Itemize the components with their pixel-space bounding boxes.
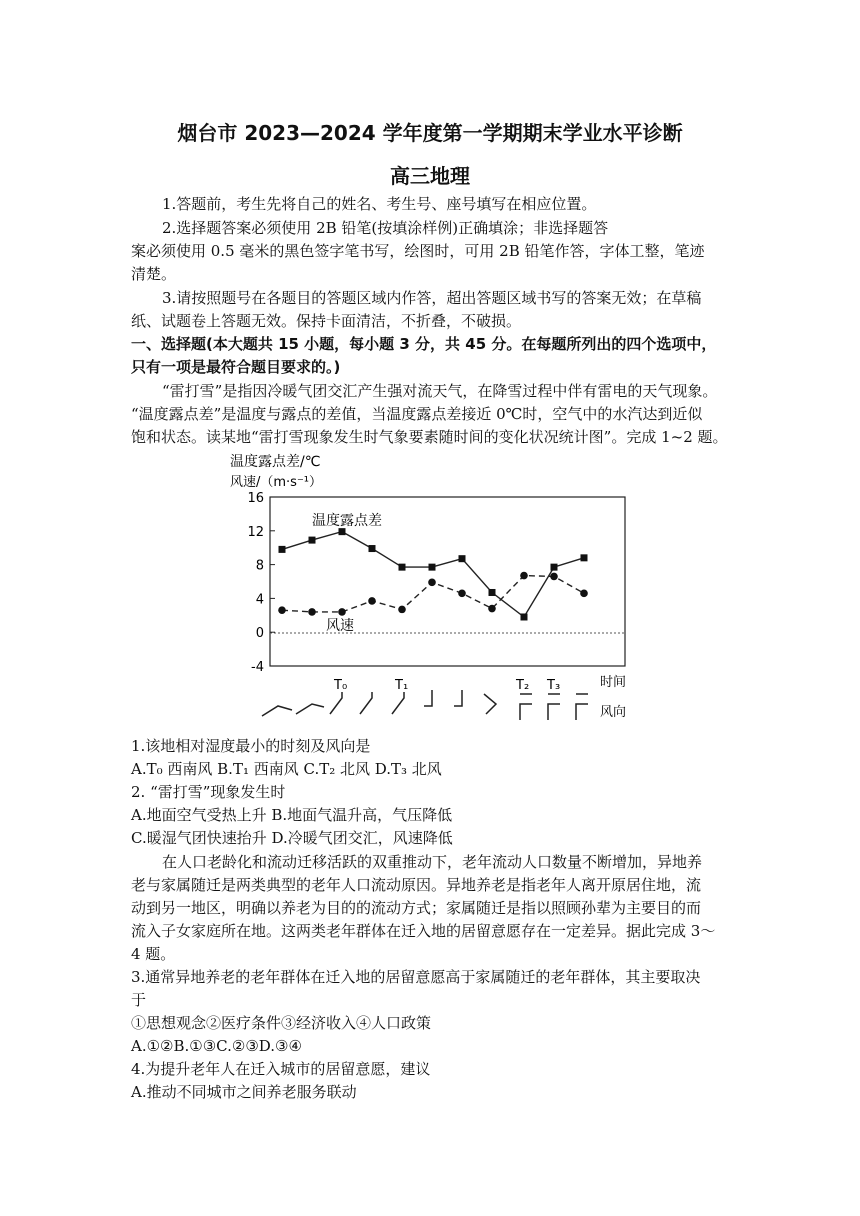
temp-dewpoint-point — [459, 555, 466, 562]
y-axis-label-temp: 温度露点差/℃ — [230, 454, 321, 470]
wind-speed-point — [488, 605, 496, 613]
time-mark-t2: T₂ — [516, 678, 530, 693]
passage-line: 饱和状态。读某地“雷打雪现象发生时气象要素随时间的变化状况统计图”。完成 1~2 题。 — [131, 428, 728, 446]
temp-dewpoint-point — [521, 613, 528, 620]
y-axis-label-wind: 风速/（m·s⁻¹） — [230, 475, 323, 490]
wind-speed-point — [368, 597, 376, 605]
y-tick-label: 12 — [247, 524, 264, 540]
question-2: 2. “雷打雪”现象发生时 — [131, 783, 286, 801]
exam-title: 烟台市 2023—2024 学年度第一学期期末学业水平诊断 — [177, 121, 683, 145]
wind-barb-icon — [262, 706, 292, 716]
passage-line: “温度露点差”是温度与露点的差值，当温度露点差接近 0℃时，空气中的水汽达到近似 — [131, 405, 703, 423]
instruction-line: 清楚。 — [131, 265, 177, 283]
y-tick-label: 16 — [247, 491, 264, 506]
temp-dewpoint-point — [369, 545, 376, 552]
passage-line: 流入子女家庭所在地。这两类老年群体在迁入地的居留意愿存在一定差异。据此完成 3～ — [131, 922, 716, 940]
wind-barb-icon — [576, 704, 588, 720]
wind-speed-point — [278, 606, 286, 614]
wind-barb-icon — [520, 704, 532, 720]
data-markers — [278, 528, 588, 620]
wind-speed-point — [398, 606, 406, 614]
temp-dewpoint-line — [282, 532, 584, 617]
y-tick-label: 0 — [255, 626, 264, 642]
question-3: 3.通常异地养老的老年群体在迁入地的居留意愿高于家属随迁的老年群体，其主要取决 — [131, 968, 701, 986]
passage-line: 4 题。 — [131, 945, 176, 963]
passage-line: 在人口老龄化和流动迁移活跃的双重推动下，老年流动人口数量不断增加，异地养 — [162, 853, 703, 871]
weather-chart — [220, 448, 640, 728]
wind-speed-point — [338, 608, 346, 616]
instruction-line: 2.选择题答案必须使用 2B 铅笔(按填涂样例)正确填涂；非选择题答 — [162, 219, 609, 237]
time-mark-t0: T₀ — [334, 678, 348, 693]
wind-speed-point — [428, 579, 436, 587]
instruction-line: 3.请按照题号在各题目的答题区域内作答，超出答题区域书写的答案无效；在草稿 — [162, 289, 702, 307]
question-4: 4.为提升老年人在迁入城市的居留意愿，建议 — [131, 1060, 431, 1078]
wind-speed-point — [308, 608, 316, 616]
wind-barb-icon — [392, 692, 404, 714]
series-label-wind: 风速 — [326, 618, 354, 634]
wind-speed-point — [580, 590, 588, 598]
instruction-line: 1.答题前，考生先将自己的姓名、考生号、座号填写在相应位置。 — [162, 195, 597, 213]
wind-barb-icon — [296, 704, 324, 714]
wind-barb-icon — [454, 690, 462, 706]
question-3: 于 — [131, 991, 147, 1009]
wind-speed-point — [550, 573, 558, 581]
question-3-statements: ①思想观念②医疗条件③经济收入④人口政策 — [131, 1014, 432, 1032]
temp-dewpoint-point — [399, 564, 406, 571]
question-1: 1.该地相对湿度最小的时刻及风向是 — [131, 737, 371, 755]
temp-dewpoint-point — [581, 554, 588, 561]
y-ticks — [247, 491, 275, 675]
wind-barb-icon — [484, 694, 496, 714]
wind-speed-point — [458, 590, 466, 598]
temp-dewpoint-point — [309, 537, 316, 544]
question-2-options: A.地面空气受热上升 B.地面气温升高，气压降低 — [131, 806, 453, 824]
temp-dewpoint-point — [429, 564, 436, 571]
passage-line: 动到另一地区，明确以养老为目的的流动方式；家属随迁是指以照顾孙辈为主要目的而 — [131, 899, 702, 917]
time-mark-t3: T₃ — [547, 678, 561, 693]
wind-speed-point — [520, 572, 528, 580]
instruction-line: 案必须使用 0.5 毫米的黑色签字笔书写，绘图时，可用 2B 铅笔作答，字体工整，笔迹 — [131, 242, 705, 260]
temp-dewpoint-point — [489, 589, 496, 596]
y-tick-label: 4 — [255, 592, 264, 608]
temp-dewpoint-point — [551, 564, 558, 571]
wind-barb-icon — [424, 690, 432, 706]
y-tick-label: -4 — [251, 660, 264, 675]
exam-subtitle: 高三地理 — [390, 164, 470, 188]
wind-barbs — [262, 690, 588, 720]
passage-line: 老与家属随迁是两类典型的老年人口流动原因。异地养老是指老年人离开原居住地，流 — [131, 876, 702, 894]
passage-line: “雷打雪”是指因冷暖气团交汇产生强对流天气，在降雪过程中伴有雷电的天气现象。 — [162, 382, 718, 400]
wind-barb-icon — [360, 692, 372, 714]
temp-dewpoint-point — [279, 546, 286, 553]
y-tick-label: 8 — [255, 558, 264, 574]
question-3-options: A.①②B.①③C.②③D.③④ — [131, 1037, 302, 1055]
section-heading: 只有一项是最符合题目要求的。) — [131, 358, 341, 376]
question-4-option-a: A.推动不同城市之间养老服务联动 — [131, 1083, 357, 1101]
time-mark-t1: T₁ — [395, 678, 409, 693]
direction-label: 风向 — [600, 705, 627, 720]
wind-barb-icon — [548, 704, 560, 720]
wind-barb-icon — [330, 692, 342, 714]
question-1-options: A.T₀ 西南风 B.T₁ 西南风 C.T₂ 北风 D.T₃ 北风 — [131, 760, 442, 778]
section-heading: 一、选择题(本大题共 15 小题，每小题 3 分，共 45 分。在每题所列出的四个选项中， — [131, 335, 717, 353]
temp-dewpoint-point — [339, 528, 346, 535]
series-label-temp: 温度露点差 — [312, 513, 382, 529]
question-2-options: C.暖湿气团快速抬升 D.冷暖气团交汇，风速降低 — [131, 829, 453, 847]
instruction-line: 纸、试题卷上答题无效。保持卡面清洁，不折叠，不破损。 — [131, 312, 522, 330]
x-axis-label: 时间 — [600, 675, 627, 690]
